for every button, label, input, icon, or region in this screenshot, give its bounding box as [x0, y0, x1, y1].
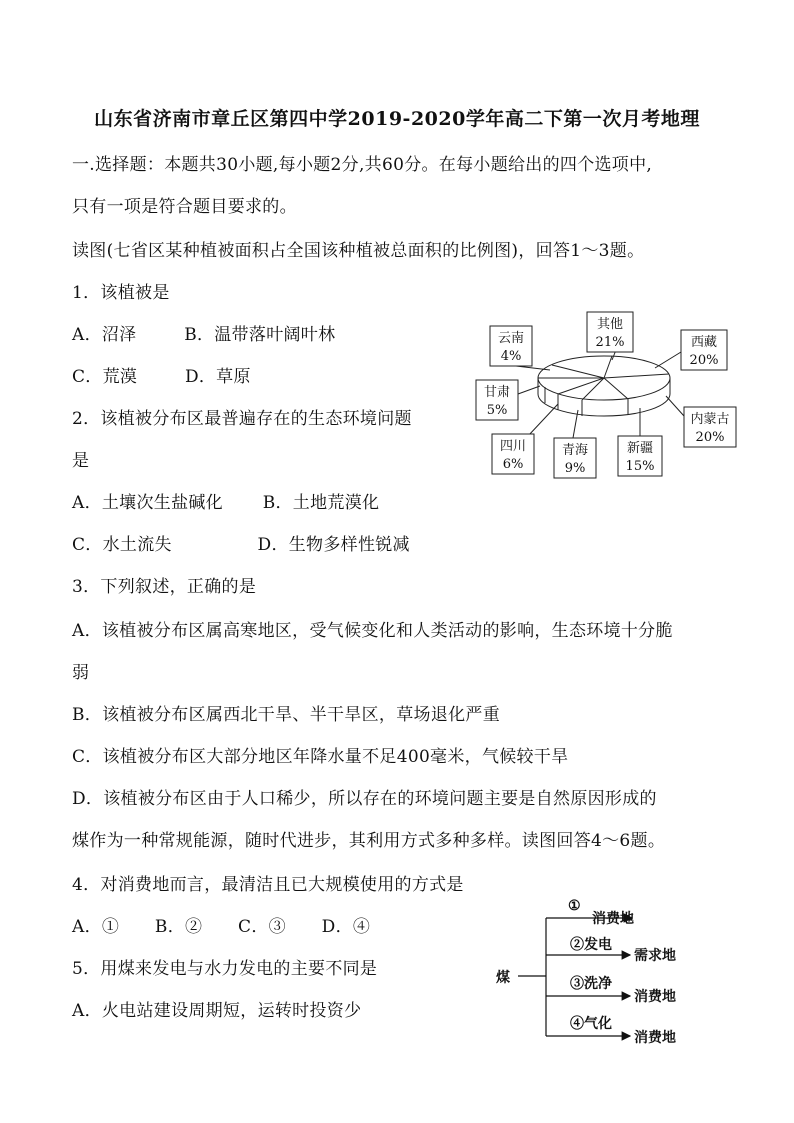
q1-option-d[interactable]: D．草原: [184, 367, 251, 387]
q4-stem: 4．对消费地而言，最清洁且已大规模使用的方式是: [72, 875, 464, 895]
pie-label-name: 四川: [499, 439, 527, 454]
q2-option-a[interactable]: A．土壤次生盐碱化: [72, 493, 223, 513]
pie-label-name: 甘肃: [483, 385, 511, 400]
section-instructions-line2: 只有一项是符合题目要求的。: [72, 197, 297, 217]
intro-question-4-6: 煤作为一种常规能源，随时代进步，其利用方式多种多样。读图回答4～6题。: [72, 831, 666, 851]
pie-label-pct: 9%: [564, 461, 586, 476]
pie-label-pct: 4%: [500, 349, 522, 364]
q5-stem: 5．用煤来发电与水力发电的主要不同是: [72, 959, 378, 979]
pie-label-name: 青海: [561, 443, 589, 458]
q2-option-c[interactable]: C．水土流失: [72, 535, 172, 555]
coal-branch-4-dest: 消费地: [634, 1030, 676, 1046]
coal-root-label: 煤: [496, 970, 510, 986]
q2-options-cd: [72, 530, 410, 555]
coal-branch-2-dest: 需求地: [634, 948, 676, 964]
pie-label-pct: 15%: [625, 459, 655, 474]
pie-label-name: 西藏: [690, 335, 718, 350]
coal-usage-diagram: [488, 892, 698, 1052]
q4-option-a[interactable]: A．①: [72, 917, 120, 937]
vegetation-pie-figure: [470, 308, 750, 484]
coal-branch-4-label: ④气化: [570, 1016, 612, 1032]
pie-label-name: 内蒙古: [690, 412, 730, 427]
q3-option-b[interactable]: B．该植被分布区属西北干旱、半干旱区，草场退化严重: [72, 705, 500, 725]
coal-branch-3-dest: 消费地: [634, 989, 676, 1005]
q1-option-c[interactable]: C．荒漠: [72, 367, 138, 387]
coal-branch-1-dest: 消费地: [592, 911, 634, 927]
coal-branch-3-label: ③洗净: [570, 976, 612, 992]
pie-label-pct: 6%: [502, 457, 524, 472]
q1-option-a[interactable]: A．沼泽: [72, 325, 137, 345]
q2-option-b[interactable]: B．土地荒漠化: [262, 493, 380, 513]
page-title: 山东省济南市章丘区第四中学2019-2020学年高二下第一次月考地理: [94, 108, 700, 130]
q2-stem-line1: 2．该植被分布区最普遍存在的生态环境问题: [72, 409, 412, 429]
pie-label-pct: 21%: [595, 335, 625, 350]
q4-option-c[interactable]: C．③: [238, 917, 286, 937]
q3-option-c[interactable]: C．该植被分布区大部分地区年降水量不足400毫米，气候较干旱: [72, 747, 569, 767]
pie-label-name: 其他: [596, 317, 624, 332]
pie-label-name: 云南: [497, 331, 525, 346]
q1-option-b[interactable]: B．温带落叶阔叶林: [184, 325, 336, 345]
q4-option-b[interactable]: B．②: [154, 917, 203, 937]
q2-stem-line2: 是: [72, 451, 90, 471]
q1-stem: 1．该植被是: [72, 283, 170, 303]
q2-option-d[interactable]: D．生物多样性锐减: [257, 535, 410, 555]
pie-body: [538, 356, 670, 416]
q1-options-ab: [72, 320, 335, 345]
q4-options: [72, 912, 370, 937]
pie-label-name: 新疆: [626, 441, 654, 456]
q4-option-d[interactable]: D．④: [321, 917, 371, 937]
q3-stem: 3．下列叙述，正确的是: [72, 577, 257, 597]
q1-options-cd: [72, 362, 251, 387]
q2-options-ab: [72, 488, 379, 513]
section-instructions-line1: 一.选择题：本题共30小题,每小题2分,共60分。在每小题给出的四个选项中,: [72, 155, 653, 175]
q3-option-a-line2: 弱: [72, 663, 90, 683]
pie-label-pct: 5%: [486, 403, 508, 418]
coal-branch-2-label: ②发电: [570, 937, 612, 953]
q3-option-a-line1[interactable]: A．该植被分布区属高寒地区，受气候变化和人类活动的影响，生态环境十分脆: [72, 621, 673, 641]
q3-option-d[interactable]: D．该植被分布区由于人口稀少，所以存在的环境问题主要是自然原因形成的: [72, 789, 657, 809]
pie-label-pct: 20%: [695, 430, 725, 445]
intro-question-1-3: 读图(七省区某种植被面积占全国该种植被总面积的比例图)，回答1～3题。: [72, 241, 645, 261]
q5-option-a[interactable]: A．火电站建设周期短，运转时投资少: [72, 1001, 362, 1021]
pie-label-pct: 20%: [689, 353, 719, 368]
coal-branch-1-label: ①: [568, 898, 581, 914]
